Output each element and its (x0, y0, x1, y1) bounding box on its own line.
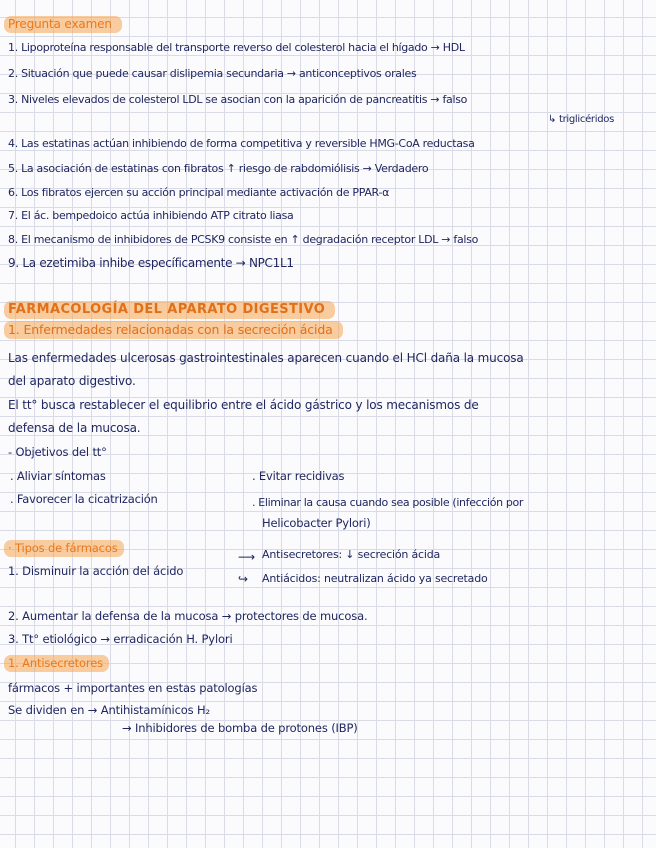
drug-types-heading (8, 541, 124, 555)
paragraph-line-4: defensa de la mucosa. (8, 421, 141, 435)
drug-type-3: 3. Tt° etiológico → erradicación H. Pylori (8, 632, 233, 646)
paragraph-line-2: del aparato digestivo. (8, 374, 136, 388)
subsection-title (8, 323, 343, 337)
paragraph-line-1: Las enfermedades ulcerosas gastrointestinales aparecen cuando el HCl daña la mucosa (8, 351, 524, 365)
question-3: 3. Niveles elevados de colesterol LDL se asocian con la aparición de pancreatitis → falso (8, 93, 468, 106)
section-title (8, 302, 335, 317)
antisecretores-branch: Antisecretores: ↓ secreción ácida (262, 548, 441, 561)
drug-type-2: 2. Aumentar la defensa de la mucosa → protectores de mucosa. (8, 609, 368, 623)
branch-arrow-down: ↪ (238, 572, 249, 586)
objectives-heading: - Objetivos del tt° (8, 445, 107, 459)
drug-type-1: 1. Disminuir la acción del ácido (8, 564, 184, 578)
antacids-branch: Antiácidos: neutralizan ácido ya secretado (262, 572, 488, 585)
objective-healing: . Favorecer la cicatrización (10, 492, 158, 506)
antisecretores-line-2: Se dividen en → Antihistamínicos H₂ (8, 703, 210, 717)
subsection-title-text: 1. Enfermedades relacionadas con la secreción ácida (4, 321, 343, 339)
objective-relieve-symptoms: . Aliviar síntomas (10, 469, 106, 483)
exam-header-text: Pregunta examen (4, 16, 122, 33)
objective-eliminate-cause: . Eliminar la causa cuando sea posible (infección por (252, 496, 524, 509)
objective-avoid-relapse: . Evitar recidivas (252, 469, 345, 483)
question-7: 7. El ác. bempedoico actúa inhibiendo ATP citrato liasa (8, 209, 294, 222)
antisecretores-line-3: → Inhibidores de bomba de protones (IBP) (122, 721, 358, 735)
section-title-text: FARMACOLOGÍA DEL APARATO DIGESTIVO (4, 301, 335, 319)
question-9: 9. La ezetimiba inhibe específicamente → NPC1L1 (8, 256, 294, 270)
question-6: 6. Los fibratos ejercen su acción principal mediante activación de PPAR-α (8, 186, 390, 199)
question-5: 5. La asociación de estatinas con fibratos ↑ riesgo de rabdomiólisis → Verdadero (8, 162, 429, 175)
branch-arrow-up: ⟶ (238, 550, 256, 564)
antisecretores-heading (8, 656, 109, 670)
exam-header (8, 17, 122, 31)
question-4: 4. Las estatinas actúan inhibiendo de forma competitiva y reversible HMG-CoA reductasa (8, 137, 475, 150)
paragraph-line-3: El tt° busca restablecer el equilibrio entre el ácido gástrico y los mecanismos de (8, 398, 479, 412)
question-8: 8. El mecanismo de inhibidores de PCSK9 consiste en ↑ degradación receptor LDL → falso (8, 233, 479, 246)
antisecretores-line-1: fármacos + importantes en estas patologías (8, 681, 258, 695)
question-1: 1. Lipoproteína responsable del transporte reverso del colesterol hacia el hígado → HDL (8, 41, 465, 54)
objective-eliminate-cause-cont: Helicobacter Pylori) (262, 516, 371, 530)
question-3-note: ↳ triglicéridos (548, 114, 614, 125)
question-2: 2. Situación que puede causar dislipemia secundaria → anticonceptivos orales (8, 67, 417, 80)
drug-types-heading-text: · Tipos de fármacos (4, 540, 124, 557)
antisecretores-heading-text: 1. Antisecretores (4, 655, 109, 672)
